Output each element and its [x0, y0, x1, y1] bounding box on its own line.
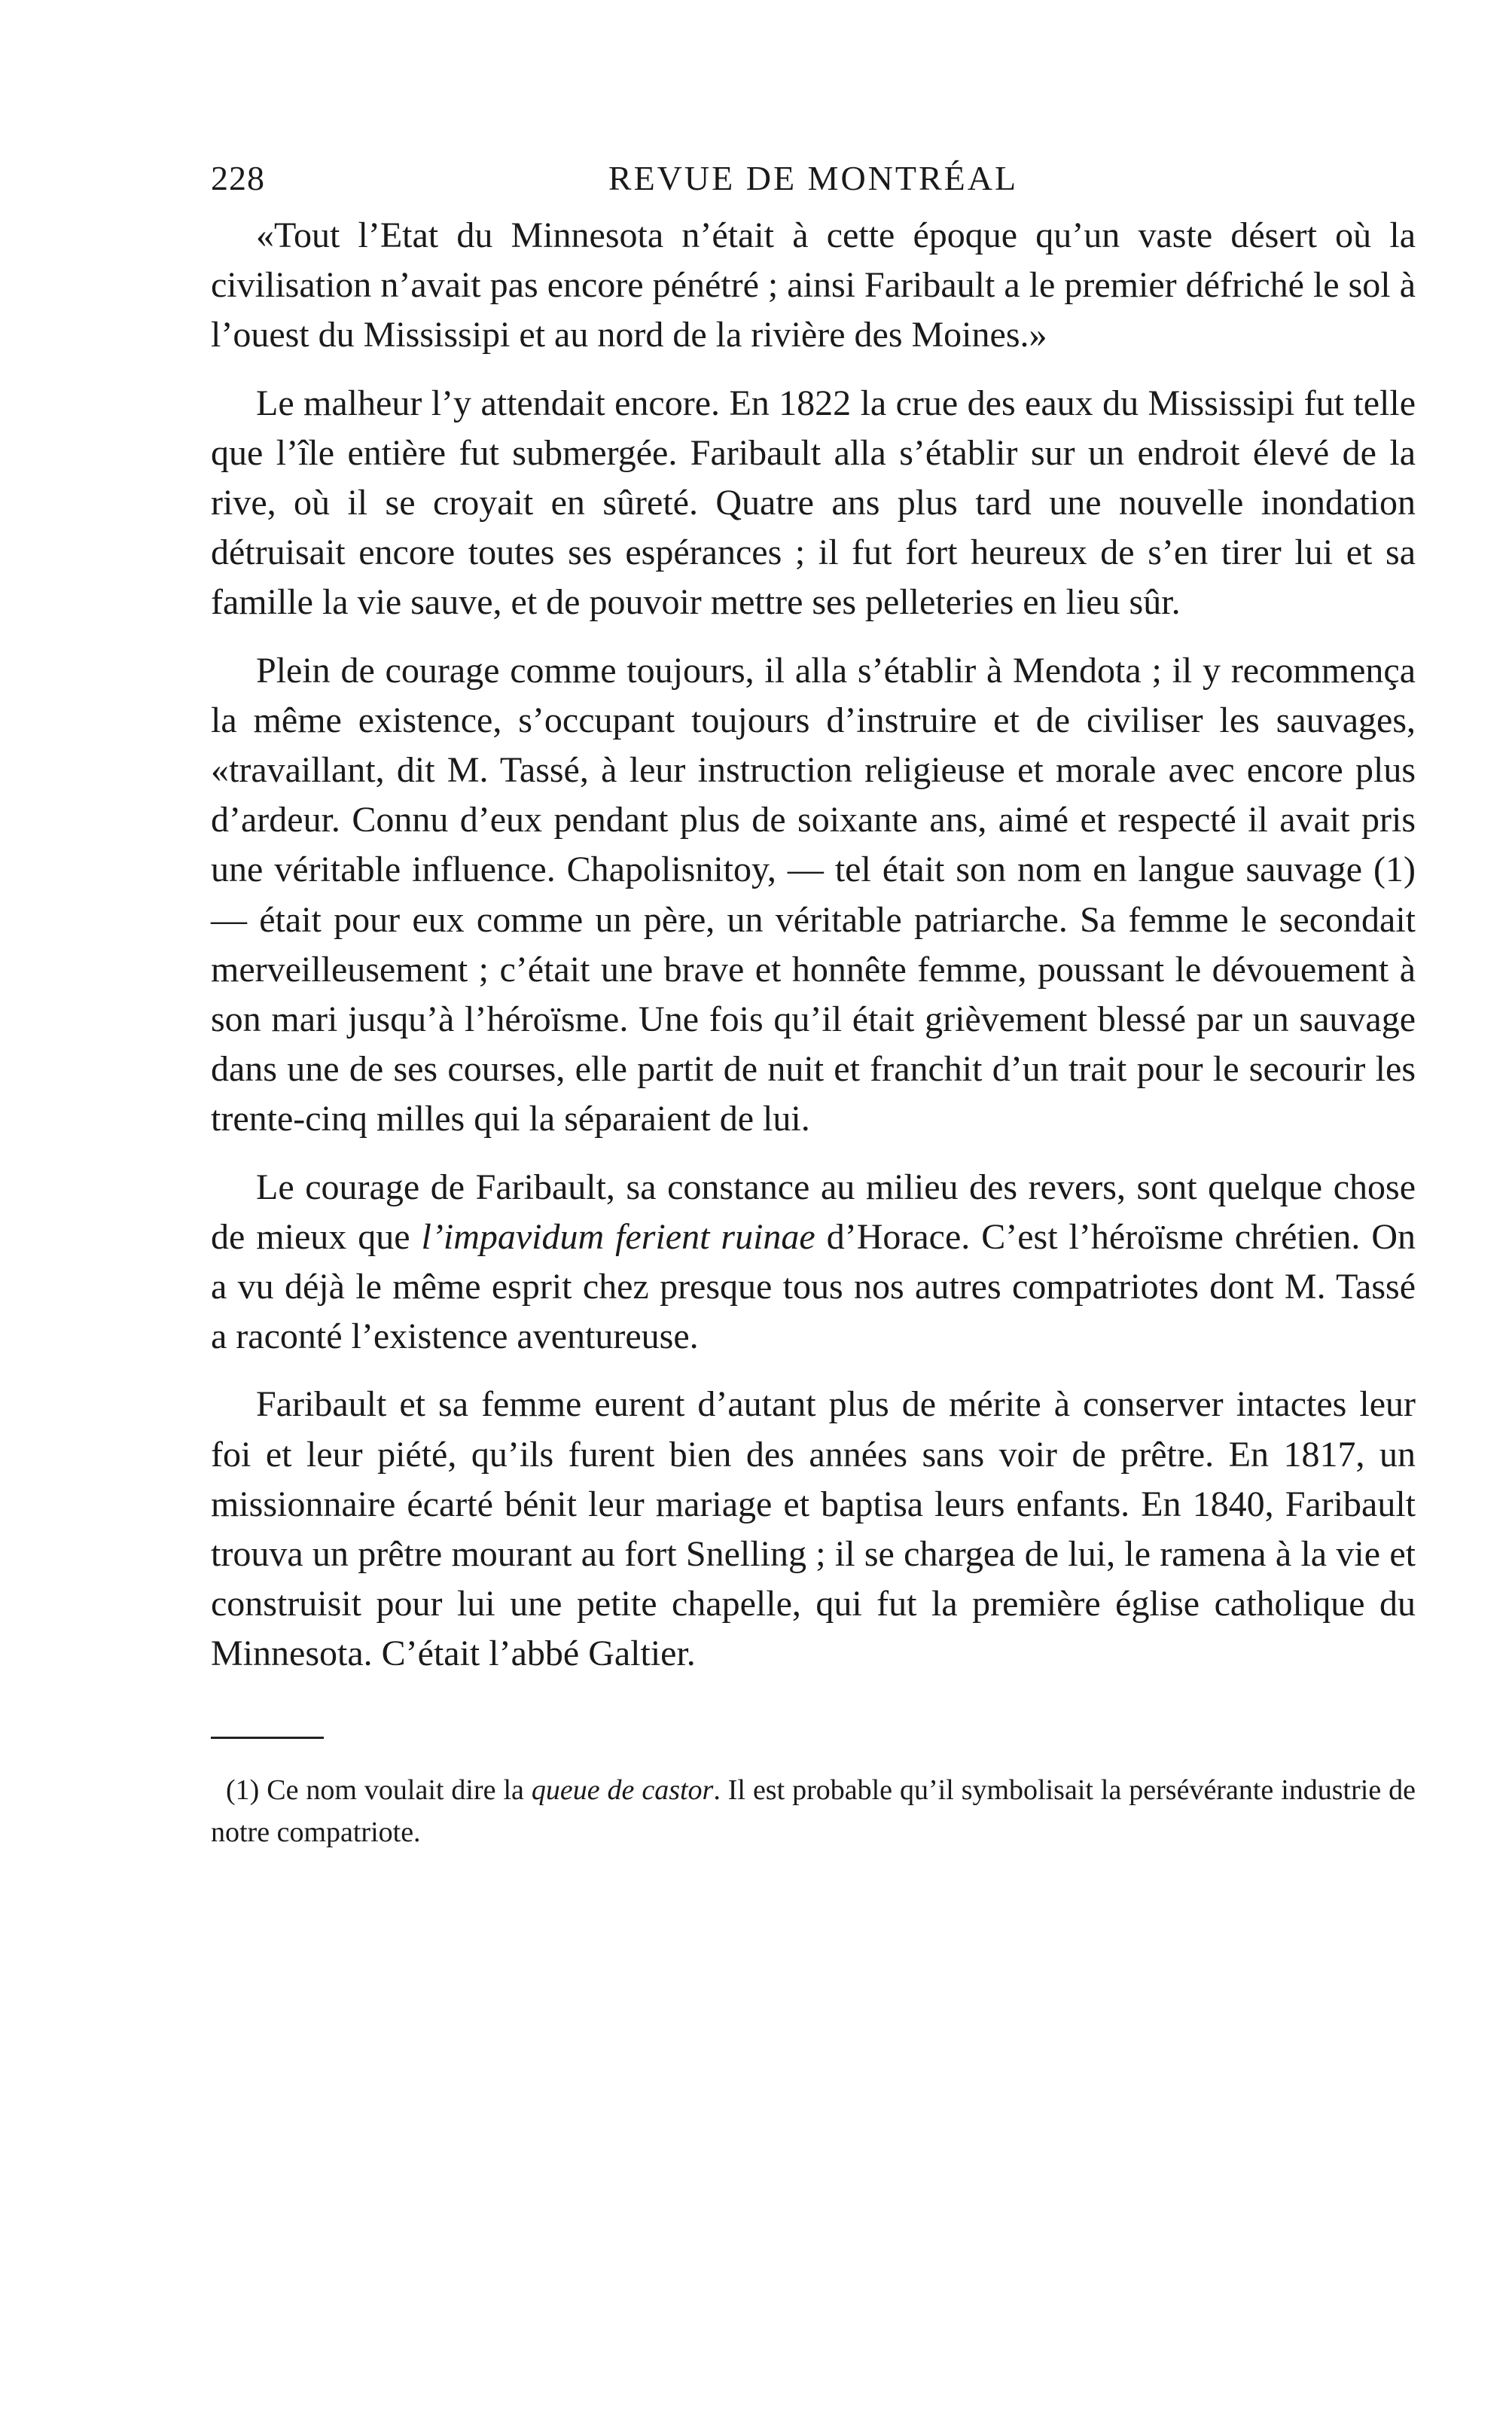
footnote-italic: queue de castor — [531, 1774, 714, 1806]
paragraph-faith: Faribault et sa femme eurent d’autant plus de mérite à conserver intactes leur foi et leur piété, qu’ils furent bien des années sans voir de prêtre. En 1817, un missionnaire écarté bénit leur mariage et baptisa leurs enfants. En 1840, Faribault trouva un prêtre mourant au fort Snelling ; il se chargea de lui, le ramena à la vie et construisit pour lui une petite chapelle, qui fut la première église catholique du Minnesota. C’était l’abbé Galtier. — [211, 1384, 1416, 1674]
footnote-divider — [211, 1737, 324, 1739]
book-page — [211, 151, 1416, 2335]
paragraph-courage — [211, 1163, 1416, 1362]
running-title: REVUE DE MONTRÉAL — [608, 159, 1019, 197]
paragraph-courage-text-before: Le courage de Faribault, sa constance au milieu des revers, sont quelque chose de mieux que — [211, 1167, 1416, 1257]
footnote-text-after: . Il est probable qu’il symbolisait la persévérante industrie de notre compatriote. — [211, 1774, 1416, 1848]
footnote — [211, 1769, 1416, 1853]
paragraph-courage-text-after: d’Horace. C’est l’héroïsme chrétien. On a vu déjà le même esprit chez presque tous nos autres compatriotes dont M. Tassé a raconté l’existence aventureuse. — [211, 1216, 1416, 1357]
paragraph-mendota: Plein de courage comme toujours, il alla s’établir à Mendota ; il y recommença la même existence, s’occupant toujours d’instruire et de civiliser les sauvages, «travaillant, dit M. Tassé, à leur instruction religieuse et morale avec encore plus d’ardeur. Connu d’eux pendant plus de soixante ans, aimé et respecté il avait pris une véritable influence. Chapolisnitoy, — tel était son nom en langue sauvage (1) — était pour eux comme un père, un véritable patriarche. Sa femme le secondait merveilleusement ; c’était une brave et honnête femme, poussant le dévouement à son mari jusqu’à l’héroïsme. Une fois qu’il était grièvement blessé par un sauvage dans une de ses courses, elle partit de nuit et franchit d’un trait pour le secourir les trente-cinq milles qui la séparaient de lui. — [211, 650, 1416, 1139]
paragraph-quote: «Tout l’Etat du Minnesota n’était à cette époque qu’un vaste désert où la civilisation n’avait pas encore pénétré ; ainsi Faribault a le premier défriché le sol à l’ouest du Mississipi et au nord de la rivière des Moines.» — [211, 215, 1416, 355]
page-header — [211, 151, 1416, 211]
paragraph-flood: Le malheur l’y attendait encore. En 1822 la crue des eaux du Mississipi fut telle que l’île entière fut submergée. Faribault alla s’établir sur un endroit élevé de la rive, où il se croyait en sûreté. Quatre ans plus tard une nouvelle inondation détruisait encore toutes ses espérances ; il fut fort heureux de s’en tirer lui et sa famille la vie sauve, et de pouvoir mettre ses pelleteries en lieu sûr. — [211, 383, 1416, 623]
footnote-text-before: (1) Ce nom voulait dire la — [226, 1774, 532, 1806]
page-number: 228 — [211, 159, 265, 197]
body-text — [211, 211, 1416, 1679]
paragraph-courage-italic: l’impavidum ferient ruinae — [421, 1216, 815, 1257]
